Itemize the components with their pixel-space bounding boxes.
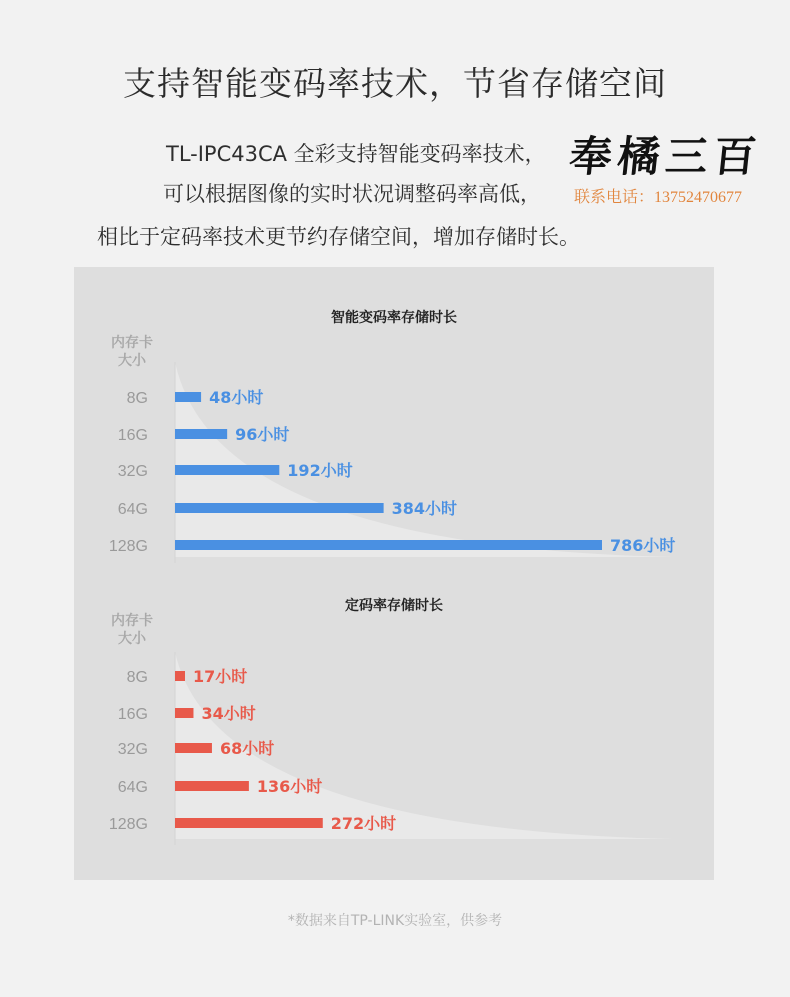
bar: [175, 392, 201, 402]
data-label: 192小时: [287, 461, 353, 480]
bar: [175, 540, 602, 550]
bar: [175, 429, 227, 439]
y-axis-header: 大小: [118, 631, 146, 647]
watermark-phone: 联系电话：13752470677: [574, 189, 743, 206]
category-label: 64G: [117, 501, 148, 518]
description-line-1: TL-IPC43CA 全彩支持智能变码率技术，: [166, 142, 546, 166]
storage-charts: [74, 267, 714, 880]
data-label: 34小时: [201, 704, 256, 723]
bar: [175, 743, 212, 753]
bar: [175, 818, 323, 828]
data-label: 384小时: [391, 499, 458, 518]
data-label: 272小时: [330, 814, 397, 833]
data-label: 48小时: [209, 388, 264, 407]
page-headline: 支持智能变码率技术，节省存储空间: [123, 64, 667, 103]
bar: [175, 503, 384, 513]
data-label: 136小时: [256, 777, 323, 796]
data-label: 68小时: [219, 739, 275, 758]
chart-panel: [74, 267, 714, 880]
category-label: 128G: [108, 816, 148, 833]
chart-constant-bitrate: [109, 597, 674, 845]
category-label: 16G: [117, 427, 148, 444]
description-line-3: 相比于定码率技术更节约存储空间，增加存储时长。: [97, 225, 580, 249]
chart-title: 智能变码率存储时长: [331, 310, 457, 326]
bar: [175, 465, 279, 475]
seller-watermark: [567, 124, 780, 214]
category-label: 32G: [117, 463, 148, 480]
category-label: 8G: [126, 390, 148, 407]
data-source-footnote: *数据来自TP-LINK实验室，供参考: [287, 913, 503, 929]
category-label: 32G: [117, 741, 148, 758]
category-label: 16G: [117, 706, 148, 723]
bar: [175, 781, 249, 791]
y-axis-header: 内存卡: [111, 613, 153, 629]
bar: [175, 708, 193, 718]
y-axis-header: 内存卡: [111, 335, 153, 351]
y-axis-header: 大小: [118, 353, 146, 369]
data-label: 786小时: [610, 536, 676, 555]
category-label: 128G: [108, 538, 148, 555]
data-label: 17小时: [193, 667, 248, 686]
chart-title: 定码率存储时长: [345, 598, 443, 614]
data-label: 96小时: [235, 425, 290, 444]
category-label: 64G: [117, 779, 148, 796]
chart-smart-bitrate: [109, 309, 676, 563]
category-label: 8G: [126, 669, 148, 686]
watermark-calligraphy: 奉橘三百: [567, 132, 765, 181]
bar: [175, 671, 185, 681]
description-line-2: 可以根据图像的实时状况调整码率高低，: [163, 182, 541, 206]
